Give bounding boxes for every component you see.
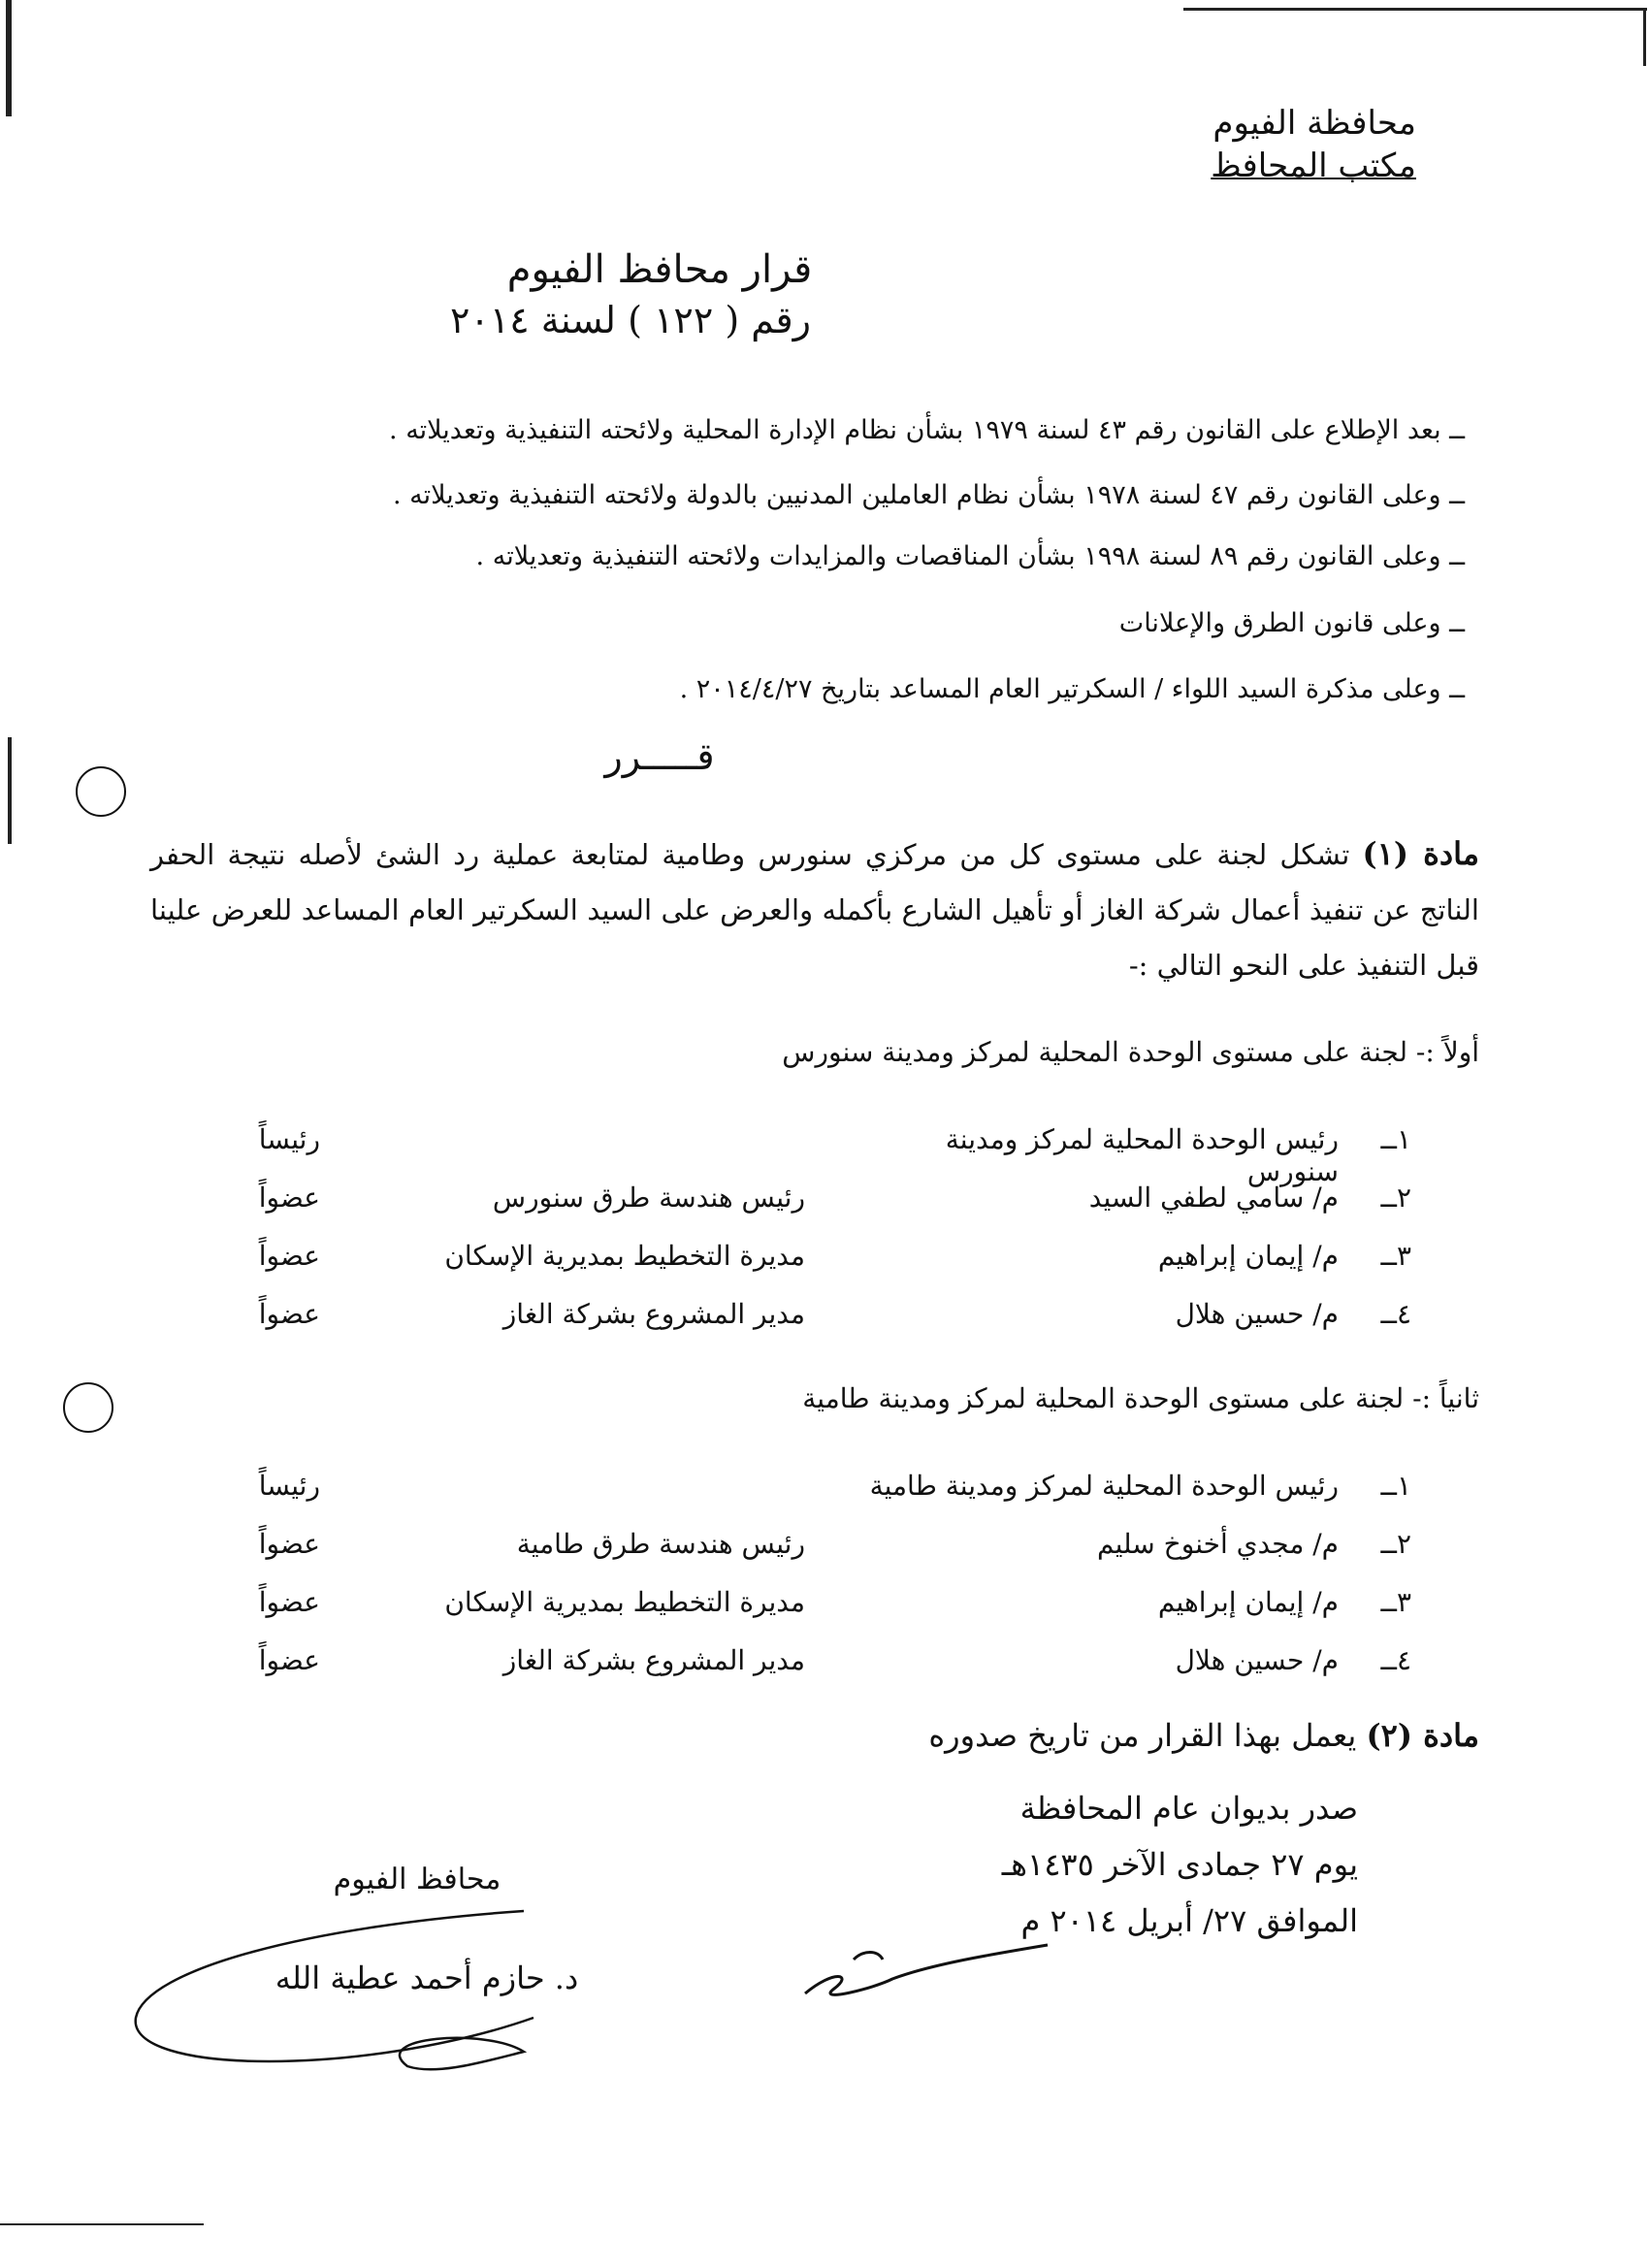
committee-heading: ثانياً :- لجنة على مستوى الوحدة المحلية لمركز ومدينة طامية <box>802 1382 1479 1414</box>
member-number: ٣ــ <box>1380 1240 1411 1272</box>
committee-member-row <box>0 1528 1484 1571</box>
member-number: ١ــ <box>1380 1470 1411 1502</box>
decree-title: قرار محافظ الفيوم <box>506 247 813 292</box>
preamble-line: ــ وعلى قانون الطرق والإعلانات <box>1118 608 1465 638</box>
office-header <box>1028 102 1416 187</box>
article-1 <box>150 826 1479 993</box>
decree-word: قـــــرر <box>604 735 715 778</box>
approval-signature-tick <box>854 1953 883 1960</box>
member-role: عضواً <box>258 1182 320 1214</box>
member-name: رئيس الوحدة المحلية لمركز ومدينة طامية <box>869 1470 1339 1502</box>
member-number: ٤ــ <box>1380 1298 1411 1330</box>
member-name: م/ إيمان إبراهيم <box>1157 1240 1339 1272</box>
member-position: مدير المشروع بشركة الغاز <box>502 1298 805 1330</box>
member-number: ٢ــ <box>1380 1528 1411 1560</box>
approval-signature <box>805 1945 1048 1994</box>
governor-title: محافظ الفيوم <box>333 1863 501 1896</box>
article-1-text: تشكل لجنة على مستوى كل من مركزي سنورس وطامية لمتابعة عملية رد الشئ لأصله نتيجة الحفر الناتج عن تنفيذ أعمال شركة الغاز أو تأهيل الشارع بأكمله والعرض على السيد السكرتير العام المساعد للعرض علينا قبل التنفيذ على النحو التالي :- <box>150 838 1479 982</box>
member-position: مدير المشروع بشركة الغاز <box>502 1644 805 1676</box>
preamble-line: ــ وعلى القانون رقم ٨٩ لسنة ١٩٩٨ بشأن المناقصات والمزايدات ولائحته التنفيذية وتعديلاته . <box>475 541 1465 571</box>
left-scan-mark <box>6 0 12 116</box>
governorate-name: محافظة الفيوم <box>1212 104 1416 143</box>
decree-number: رقم ( ١٢٢ ) لسنة ٢٠١٤ <box>449 299 812 341</box>
member-position: رئيس هندسة طرق طامية <box>516 1528 805 1560</box>
signature-marks <box>116 1882 1145 2105</box>
member-role: عضواً <box>258 1644 320 1676</box>
member-role: رئيساً <box>258 1123 320 1155</box>
hole-punch-mark <box>63 1382 113 1433</box>
member-position: مديرة التخطيط بمديرية الإسكان <box>444 1586 805 1618</box>
member-name: م/ سامي لطفي السيد <box>1088 1182 1339 1214</box>
member-number: ١ــ <box>1380 1123 1411 1155</box>
member-role: عضواً <box>258 1586 320 1618</box>
issuance-gregorian-date: الموافق ٢٧/ أبريل ٢٠١٤ م <box>1020 1902 1358 1939</box>
member-role: عضواً <box>258 1298 320 1330</box>
committee-member-row <box>0 1240 1484 1282</box>
article-2-label: مادة (٢) <box>1366 1717 1479 1754</box>
right-scan-mark <box>1643 8 1646 66</box>
member-role: عضواً <box>258 1240 320 1272</box>
hole-punch-mark <box>76 766 126 817</box>
member-position: رئيس هندسة طرق سنورس <box>492 1182 805 1214</box>
member-number: ٤ــ <box>1380 1644 1411 1676</box>
member-number: ٣ــ <box>1380 1586 1411 1618</box>
committee-member-row <box>0 1123 1484 1187</box>
member-name: م/ حسين هلال <box>1175 1298 1339 1330</box>
governor-signature-curl <box>400 2038 524 2069</box>
committee-member-row <box>0 1470 1484 1512</box>
preamble-line: ــ وعلى مذكرة السيد اللواء / السكرتير العام المساعد بتاريخ ٢٠١٤/٤/٢٧ . <box>679 674 1465 704</box>
member-name: م/ حسين هلال <box>1175 1644 1339 1676</box>
committee-member-row <box>0 1298 1484 1341</box>
issuance-place: صدر بديوان عام المحافظة <box>1019 1790 1358 1827</box>
member-role: عضواً <box>258 1528 320 1560</box>
member-role: رئيساً <box>258 1470 320 1502</box>
committee-member-row <box>0 1644 1484 1687</box>
issuance-hijri-date: يوم ٢٧ جمادى الآخر ١٤٣٥هـ <box>1001 1846 1358 1883</box>
article-2-text: يعمل بهذا القرار من تاريخ صدوره <box>928 1717 1357 1754</box>
preamble-line: ــ وعلى القانون رقم ٤٧ لسنة ١٩٧٨ بشأن نظام العاملين المدنيين بالدولة ولائحته التنفيذية وتعديلاته . <box>393 480 1465 510</box>
committee-member-row <box>0 1182 1484 1224</box>
committee-member-row <box>0 1586 1484 1629</box>
article-1-label: مادة (١) <box>1362 835 1480 872</box>
member-name: م/ إيمان إبراهيم <box>1157 1586 1339 1618</box>
office-department: مكتب المحافظ <box>1211 146 1416 185</box>
member-number: ٢ــ <box>1380 1182 1411 1214</box>
top-scan-line <box>1183 8 1647 11</box>
article-2 <box>509 1717 1479 1754</box>
governor-name: د. حازم أحمد عطية الله <box>275 1960 579 1996</box>
member-name: م/ مجدي أخنوخ سليم <box>1096 1528 1339 1560</box>
member-position: مديرة التخطيط بمديرية الإسكان <box>444 1240 805 1272</box>
bottom-scan-line <box>0 2223 204 2225</box>
preamble-line: ــ بعد الإطلاع على القانون رقم ٤٣ لسنة ١٩٧٩ بشأن نظام الإدارة المحلية ولائحته التنفيذية وتعديلاته . <box>389 415 1465 445</box>
committee-heading: أولاً :- لجنة على مستوى الوحدة المحلية لمركز ومدينة سنورس <box>782 1036 1479 1068</box>
member-name: رئيس الوحدة المحلية لمركز ومدينة سنورس <box>945 1123 1339 1187</box>
